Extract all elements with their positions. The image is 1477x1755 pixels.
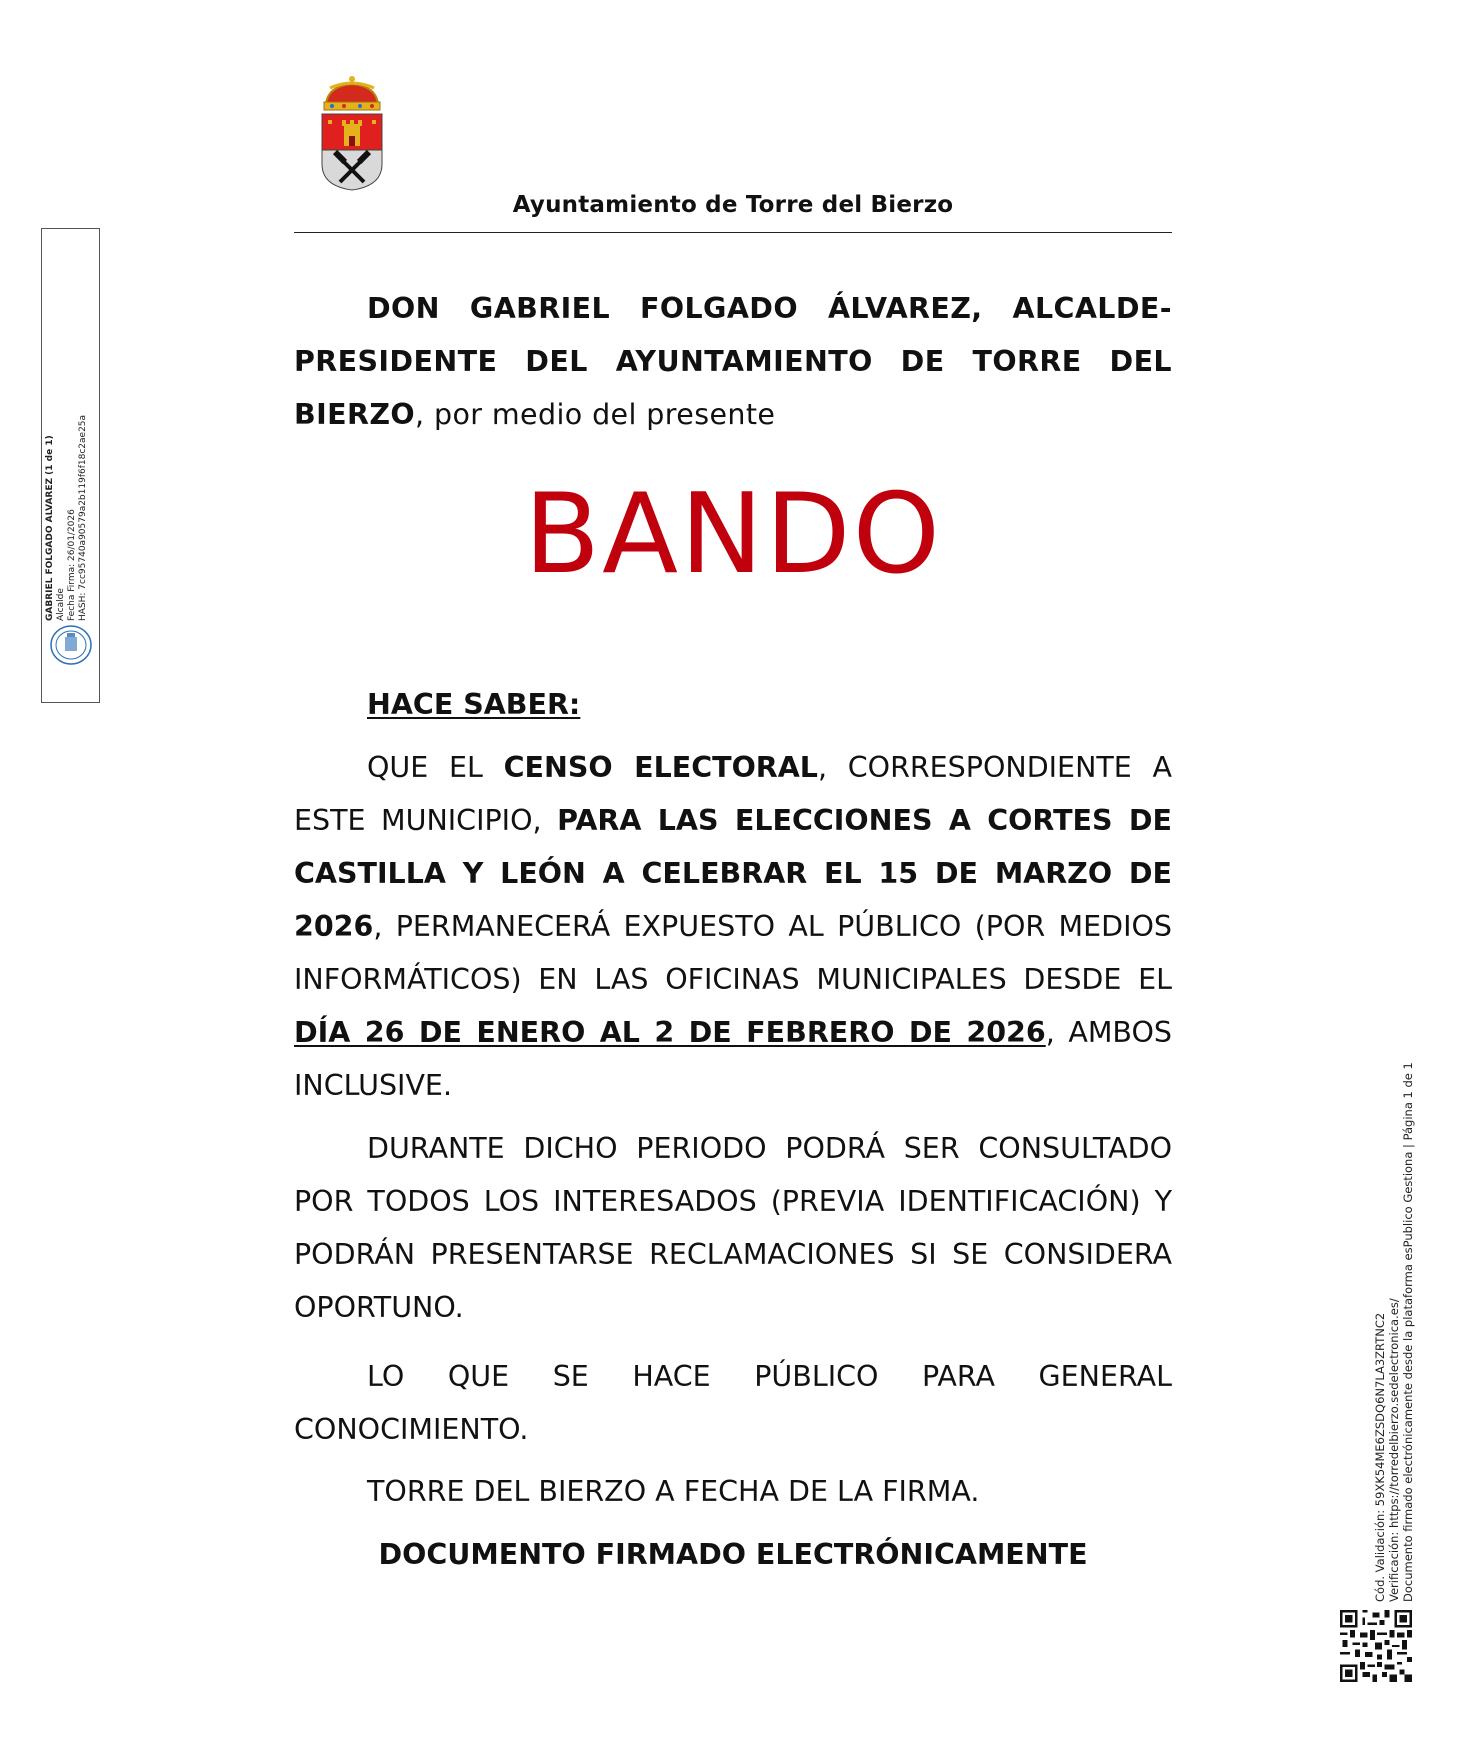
p1-text-e: , PERMANECERÁ EXPUESTO AL PÚBLICO (POR MEDIOS INFORMÁTICOS) EN LAS OFICINAS MUNICIPALES DESDE EL xyxy=(294,910,1172,996)
mayor-title: DON GABRIEL FOLGADO ÁLVAREZ, ALCALDE-PRESIDENTE DEL AYUNTAMIENTO DE TORRE DEL BIERZO xyxy=(294,292,1172,431)
consultation-paragraph xyxy=(294,1122,1172,1334)
platform-note: Documento firmado electrónicamente desde la plataforma esPublico Gestiona | Página 1 de 1 xyxy=(1401,1062,1415,1602)
signature-details xyxy=(45,221,97,621)
p4-text: TORRE DEL BIERZO A FECHA DE LA FIRMA. xyxy=(367,1475,980,1508)
signature-hash: HASH: 7cc95740a90579a2b119f6f18c2ae25a xyxy=(78,414,88,621)
p1-text-g: , AMBOS INCLUSIVE. xyxy=(294,1016,1173,1102)
p1-text-c: , CORRESPONDIENTE A ESTE MUNICIPIO, xyxy=(294,751,1172,837)
validation-code: Cód. Validación: 59XK54ME6ZSDQ6N7LA3ZRTNC2 xyxy=(1373,1312,1387,1602)
verification-info xyxy=(1373,1062,1433,1602)
verification-url[interactable]: Verificación: https://torredelbierzo.sedelectronica.es/ xyxy=(1387,1298,1401,1602)
p1-dates: DÍA 26 DE ENERO AL 2 DE FEBRERO DE 2026 xyxy=(294,1016,1046,1049)
census-paragraph xyxy=(294,741,1172,1112)
p1-census: CENSO ELECTORAL xyxy=(503,751,818,784)
hace-saber-text: HACE SABER: xyxy=(367,688,581,721)
intro-paragraph xyxy=(294,282,1172,441)
p1-elections: PARA LAS ELECCIONES A CORTES DE CASTILLA Y LEÓN A CELEBRAR EL 15 DE MARZO DE 2026 xyxy=(294,804,1172,943)
institution-name: Ayuntamiento de Torre del Bierzo xyxy=(512,192,954,218)
place-date-paragraph xyxy=(294,1465,1172,1518)
qr-code-icon[interactable] xyxy=(1340,1610,1412,1682)
hace-saber-heading xyxy=(294,678,1172,731)
header-divider xyxy=(294,232,1172,233)
signer-role: Alcalde xyxy=(56,588,66,621)
intro-rest: , por medio del presente xyxy=(415,398,776,431)
p1-text-a: QUE EL xyxy=(367,751,504,784)
document-title: BANDO xyxy=(524,470,942,599)
signer-name: GABRIEL FOLGADO ALVAREZ (1 de 1) xyxy=(45,435,55,621)
electronic-signature-note: DOCUMENTO FIRMADO ELECTRÓNICAMENTE xyxy=(378,1538,1088,1571)
signature-date: Fecha Firma: 26/01/2026 xyxy=(67,509,77,621)
coat-of-arms-icon xyxy=(316,74,388,192)
signature-seal-icon xyxy=(49,623,93,667)
p2-text: DURANTE DICHO PERIODO PODRÁ SER CONSULTADO POR TODOS LOS INTERESADOS (PREVIA IDENTIFICACIÓN) Y PODRÁN PRESENTARSE RECLAMACIONES SI SE CONSIDERA OPORTUNO. xyxy=(294,1132,1172,1324)
public-notice-paragraph xyxy=(294,1350,1172,1456)
p3-text: LO QUE SE HACE PÚBLICO PARA GENERAL CONOCIMIENTO. xyxy=(294,1360,1172,1446)
signature-box xyxy=(41,228,100,703)
